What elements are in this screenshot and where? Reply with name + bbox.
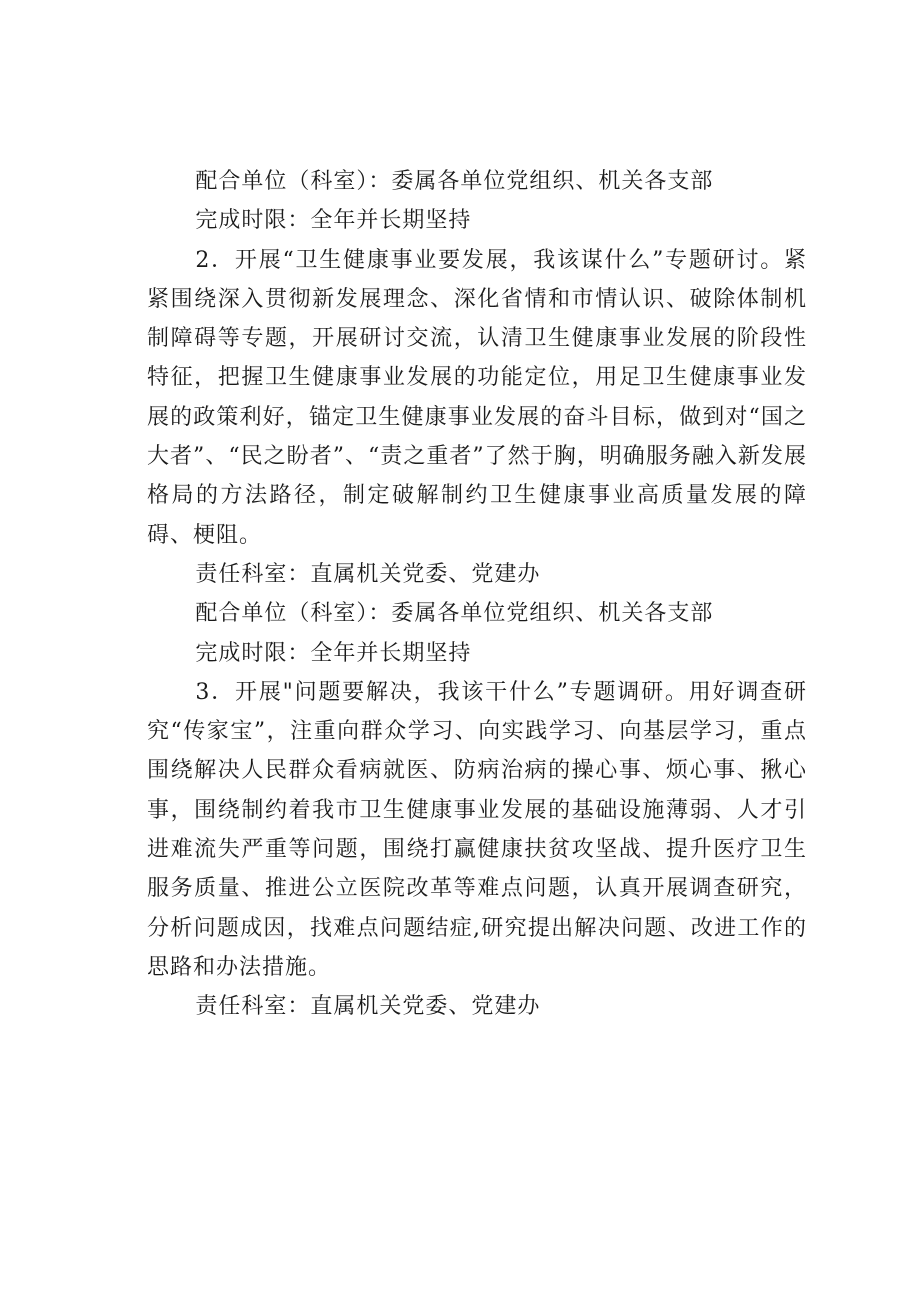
document-body — [147, 162, 807, 1027]
paragraph-deadline-2: 完成时限：全年并长期坚持 — [195, 640, 472, 666]
paragraph-responsible-office-3: 责任科室：直属机关党委、党建办 — [195, 994, 541, 1020]
paragraph-item-3-research: 3．开展"问题要解决，我该干什么”专题调研。用好调查研究“传家宝”，注重向群众学习、向实践学习、向基层学习，重点围绕解决人民群众看病就医、防病治病的操心事、烦心事、揪心事，围绕制约着我市卫生健康事业发展的基础设施薄弱、人才引进难流失严重等问题，围绕打赢健康扶贫攻坚战、提升医疗卫生服务质量、推进公立医院改革等难点问题，认真开展调查研究，分析问题成因，找难点问题结症,研究提出解决问题、改进工作的思路和办法措施。 — [147, 679, 807, 980]
paragraph-deadline-1: 完成时限：全年并长期坚持 — [195, 208, 472, 234]
paragraph-item-2-seminar: 2．开展“卫生健康事业要发展，我该谋什么”专题研讨。紧紧围绕深入贯彻新发展理念、深化省情和市情认识、破除体制机制障碍等专题，开展研讨交流，认清卫生健康事业发展的阶段性特征，把握卫生健康事业发展的功能定位，用足卫生健康事业发展的政策利好，锚定卫生健康事业发展的奋斗目标，做到对“国之大者”、“民之盼者”、“责之重者”了然于胸，明确服务融入新发展格局的方法路径，制定破解制约卫生健康事业高质量发展的障碍、梗阻。 — [147, 247, 807, 548]
paragraph-responsible-office-2: 责任科室：直属机关党委、党建办 — [195, 561, 541, 587]
paragraph-cooperating-units-2: 配合单位（科室）：委属各单位党组织、机关各支部 — [195, 601, 714, 627]
paragraph-cooperating-units-1: 配合单位（科室）：委属各单位党组织、机关各支部 — [195, 169, 714, 194]
